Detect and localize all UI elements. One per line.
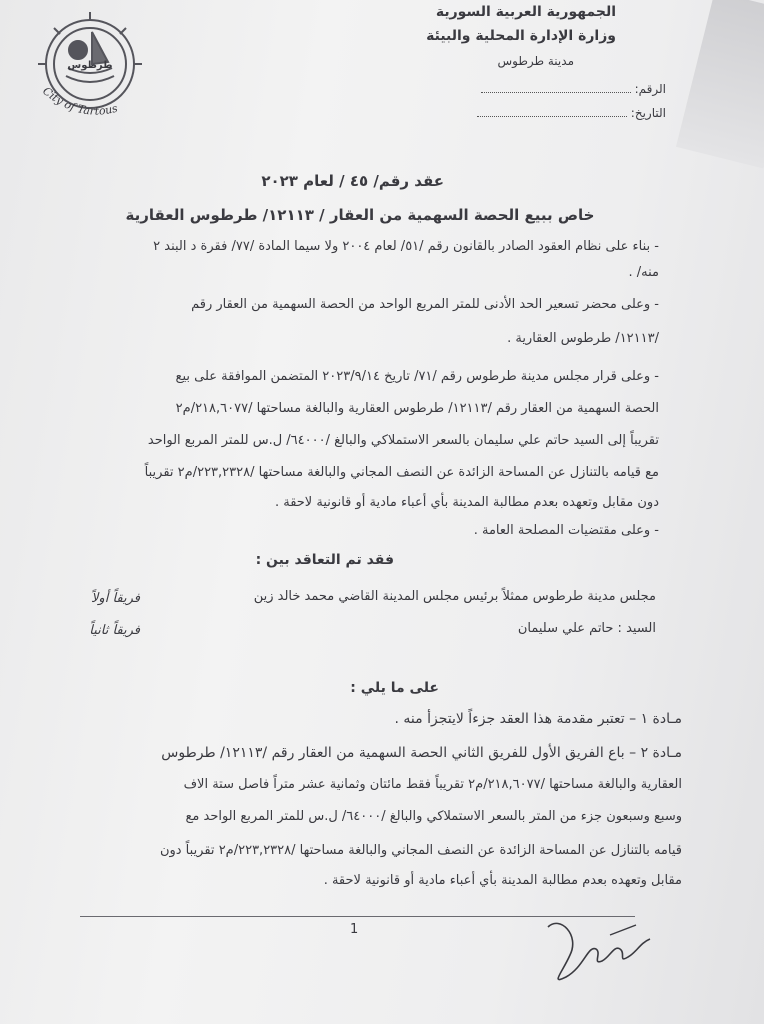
- article-2-line-1: مـادة ٢ – باع الفريق الأول للفريق الثاني الحصة السهمية من العقار رقم /١٢١١٣/ طرطوس: [161, 745, 682, 761]
- signature-mark: [540, 905, 660, 995]
- number-label: الرقم:: [634, 82, 666, 96]
- page-number: 1: [350, 922, 359, 937]
- preamble-line-5: - وعلى قرار مجلس مدينة طرطوس رقم /٧١/ تاريخ ٢٠٢٣/٩/١٤ المتضمن الموافقة على بيع: [175, 369, 659, 384]
- preamble-line-8: مع قيامه بالتنازل عن المساحة الزائدة عن النصف المجاني والبالغة مساحتها /٢٢٣,٢٣٢٨/م٢ تقريباً: [144, 465, 659, 480]
- header-city: مدينة طرطوس: [497, 54, 574, 68]
- header-ministry: وزارة الإدارة المحلية والبيئة: [426, 28, 616, 44]
- header-number-row: [366, 82, 666, 96]
- contract-number: عقد رقم/ ٤٥ / لعام ٢٠٢٣: [261, 172, 444, 190]
- parties-heading: فقد تم التعاقد بين :: [255, 552, 394, 568]
- seal-icon: [28, 6, 152, 130]
- header-republic: الجمهورية العربية السورية: [435, 4, 616, 20]
- preamble-line-1: - بناء على نظام العقود الصادر بالقانون رقم /٥١/ لعام ٢٠٠٤ ولا سيما المادة /٧٧/ فقرة د البند ٢: [153, 239, 659, 254]
- date-label: التاريخ:: [630, 106, 666, 120]
- header-date-row: [366, 106, 666, 120]
- svg-text:City of Tartous: [40, 84, 119, 117]
- party-first-role: فريقاً أولاً: [91, 591, 140, 606]
- city-seal-logo: [28, 6, 152, 130]
- articles-heading: على ما يلي :: [350, 680, 439, 696]
- date-dots: [477, 106, 627, 117]
- article-2-line-4: قيامه بالتنازل عن المساحة الزائدة عن النصف المجاني والبالغة مساحتها /٢٢٣,٢٣٢٨/م٢ تقريباً دون: [159, 843, 682, 858]
- party-first: مجلس مدينة طرطوس ممثلاً برئيس مجلس المدينة القاضي محمد خالد زين: [253, 589, 656, 604]
- number-dots: [481, 82, 631, 93]
- preamble-line-2: منه/ .: [628, 265, 659, 280]
- article-2-line-3: وسبع وسبعون جزء من المتر بالسعر الاستملاكي والبالغ /٦٤٠٠٠/ ل.س للمتر المربع الواحد مع: [185, 809, 682, 824]
- contract-subject: خاص ببيع الحصة السهمية من العقار / ١٢١١٣/ طرطوس العقارية: [125, 206, 595, 224]
- preamble-line-4: /١٢١١٣/ طرطوس العقارية .: [507, 331, 659, 346]
- preamble-line-7: تقريباً إلى السيد حاتم علي سليمان بالسعر الاستملاكي والبالغ /٦٤٠٠٠/ ل.س للمتر المربع الواحد: [147, 433, 659, 448]
- party-second-role: فريقاً ثانياً: [89, 623, 140, 638]
- preamble-line-10: - وعلى مقتضيات المصلحة العامة .: [473, 523, 659, 538]
- article-2-line-2: العقارية والبالغة مساحتها /٢١٨,٦٠٧٧/م٢ تقريباً فقط مائتان وثمانية عشر متراً فاصل ستة الاف: [183, 777, 682, 792]
- article-2-line-5: مقابل وتعهده بعدم مطالبة المدينة بأي أعباء مادية أو قانونية لاحقة .: [323, 873, 682, 888]
- preamble-line-9: دون مقابل وتعهده بعدم مطالبة المدينة بأي أعباء مادية أو قانونية لاحقة .: [274, 495, 659, 510]
- seal-caption: City of Tartous: [40, 84, 120, 118]
- article-1: مـادة ١ – تعتبر مقدمة هذا العقد جزءاً لايتجزأ منه .: [394, 711, 682, 727]
- preamble-line-3: - وعلى محضر تسعير الحد الأدنى للمتر المربع الواحد من الحصة السهمية من العقار رقم: [191, 297, 659, 312]
- page-shadow: [676, 0, 764, 169]
- preamble-line-6: الحصة السهمية من العقار رقم /١٢١١٣/ طرطوس العقارية والبالغة مساحتها /٢١٨,٦٠٧٧/م٢: [175, 401, 659, 416]
- party-second: السيد : حاتم علي سليمان: [517, 621, 656, 636]
- seal-inner-text: طرطوس: [67, 60, 113, 71]
